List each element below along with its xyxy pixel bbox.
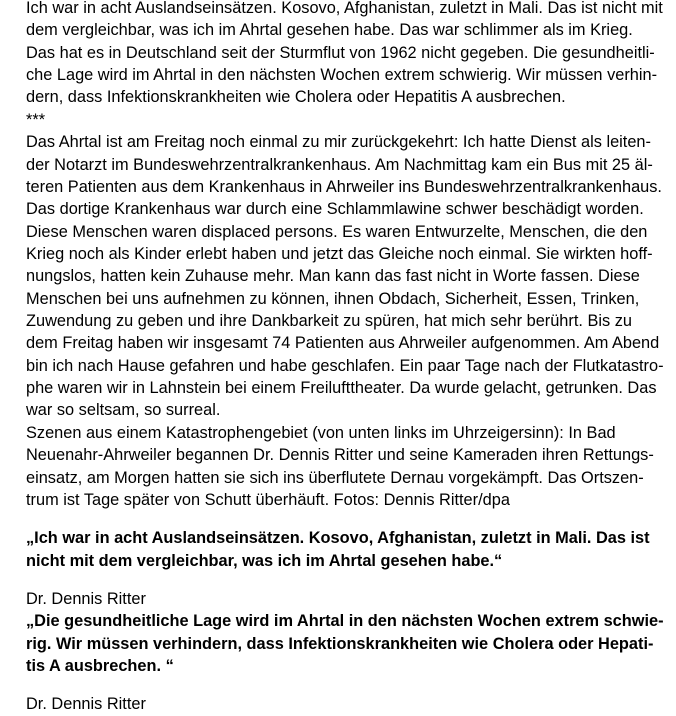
text-line: Das Ahrtal ist am Freitag noch einmal zu mir zurückgekehrt: Ich hatte Dienst als leiten- <box>26 133 651 152</box>
text-line: Das dortige Krankenhaus war durch eine Schlammlawine schwer beschädigt worden. <box>26 200 644 219</box>
quote-line: rig. Wir müssen verhindern, dass Infektionskrankheiten wie Cholera oder Hepati- <box>26 634 654 653</box>
text-line: bin ich nach Hause gefahren und habe geschlafen. Ein paar Tage nach der Flutkatastro- <box>26 356 664 375</box>
text-line: teren Patienten aus dem Krankenhaus in Ahrweiler ins Bundeswehrzentralkrankenhaus. <box>26 177 662 196</box>
text-line: phe waren wir in Lahnstein bei einem Freilufttheater. Da wurde gelacht, getrunken. Das <box>26 379 657 398</box>
text-line: trum ist Tage später von Schutt überhäuft. Fotos: Dennis Ritter/dpa <box>26 490 510 509</box>
text-line: che Lage wird im Ahrtal in den nächsten Wochen extrem schwierig. Wir müssen verhin- <box>26 66 658 85</box>
text-line: Diese Menschen waren displaced persons. Es waren Entwurzelte, Menschen, die den <box>26 222 648 241</box>
text-line: Krieg noch als Kinder erlebt haben und jetzt das Gleiche noch einmal. Sie wirkten hoff- <box>26 244 653 263</box>
paragraph-spacer <box>26 572 662 588</box>
text-line: war so seltsam, so surreal. <box>26 401 221 420</box>
text-line: Neuenahr-Ahrweiler begannen Dr. Dennis Ritter und seine Kameraden ihren Rettungs- <box>26 446 654 465</box>
text-line: dern, dass Infektionskrankheiten wie Cholera oder Hepatitis A ausbrechen. <box>26 88 566 107</box>
quote-attribution-2: Dr. Dennis Ritter <box>26 695 146 714</box>
quote-attribution-1: Dr. Dennis Ritter <box>26 589 146 608</box>
quote-line: „Ich war in acht Auslandseinsätzen. Kosovo, Afghanistan, zuletzt in Mali. Das ist <box>26 529 650 548</box>
text-line: Menschen bei uns aufnehmen zu können, ihnen Obdach, Sicherheit, Essen, Trinken, <box>26 289 640 308</box>
text-line: dem vergleichbar, was ich im Ahrtal gesehen habe. Das war schlimmer als im Krieg. <box>26 21 633 40</box>
quote-line: „Die gesundheitliche Lage wird im Ahrtal in den nächsten Wochen extrem schwie- <box>26 612 664 631</box>
quote-line: tis A ausbrechen. “ <box>26 657 174 676</box>
text-line: Ich war in acht Auslandseinsätzen. Kosovo, Afghanistan, zuletzt in Mali. Das ist nicht mit <box>26 0 663 17</box>
text-line: der Notarzt im Bundeswehrzentralkrankenhaus. Am Nachmittag kam ein Bus mit 25 äl- <box>26 155 653 174</box>
paragraph-spacer <box>26 677 662 693</box>
text-line: dem Freitag haben wir insgesamt 74 Patienten aus Ahrweiler aufgenommen. Am Abend <box>26 334 660 353</box>
text-line: einsatz, am Morgen hatten sie sich ins überflutete Dernau vorgekämpft. Das Ortszen- <box>26 468 644 487</box>
text-line: nungslos, hatten kein Zuhause mehr. Man kann das fast nicht in Worte fassen. Diese <box>26 267 640 286</box>
paragraph-spacer <box>26 511 662 527</box>
pull-quote-1 <box>26 527 662 572</box>
text-line: Das hat es in Deutschland seit der Sturmflut von 1962 nicht gegeben. Die gesundheitli- <box>26 43 655 62</box>
text-line: Zuwendung zu geben und ihre Dankbarkeit zu spüren, hat mich sehr berührt. Bis zu <box>26 312 632 331</box>
article-paragraph-2 <box>26 131 662 511</box>
section-separator: *** <box>26 110 46 129</box>
pull-quote-2 <box>26 610 662 677</box>
quote-line: nicht mit dem vergleichbar, was ich im Ahrtal gesehen habe.“ <box>26 551 503 570</box>
text-line: Szenen aus einem Katastrophengebiet (von unten links im Uhrzeigersinn): In Bad <box>26 423 616 442</box>
article-paragraph-1 <box>26 0 662 109</box>
